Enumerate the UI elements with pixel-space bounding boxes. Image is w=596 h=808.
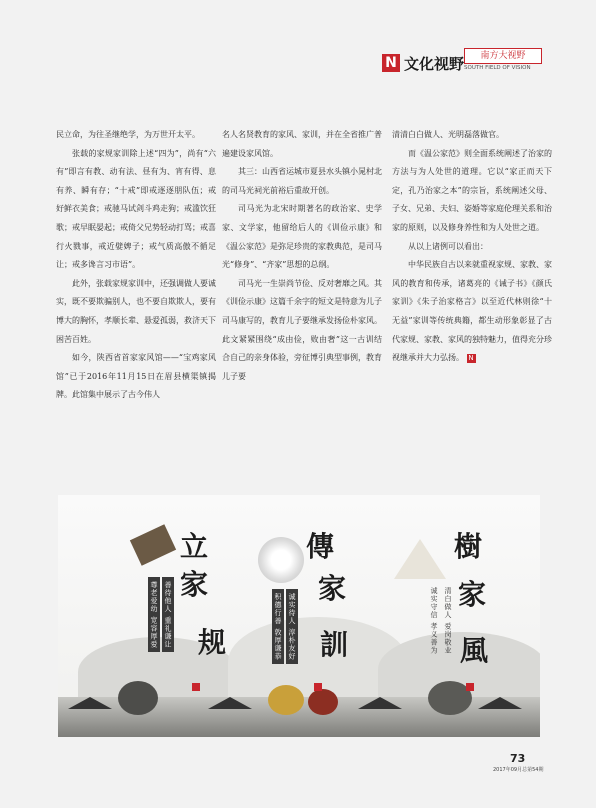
article-column-1 [56,126,216,405]
title-char: 家 [180,568,209,601]
motto-line: 积德行善 敦厚谦恭 [272,589,284,664]
roof-icon [478,697,522,709]
motto-line: 尊老爱幼 宽容厚爱 [148,577,160,652]
paragraph: 此外，张载家规家训中，还强调做人要诚实，既不要欺骗别人，也不要自欺欺人，要有博大的胸怀，孝顺长辈、悬爱孤弱，救济天下困苦百姓。 [56,278,216,344]
roof-icon [358,697,402,709]
motto-line: 诚实守信 孝义善为 [430,587,438,655]
title-char: 樹 [454,530,483,563]
article-column-2 [222,126,382,386]
paragraph-text: 中华民族自古以来就重视家规、家教、家风的教育和传承，诸葛亮的《诫子书》《颜氏家训》《朱子治家格言》以至近代林则徐“十无益”家训等传统典籍，都生动形象彰显了古代家规、家教、家风的独特魅力，值得充分珍视继承并大力弘扬。 [392,260,552,363]
seal-stamp [192,683,200,691]
paragraph: 而《温公家范》则全面系统阐述了治家的方法与为人处世的道理。它以“家正而天下定，孔乃治家之本”的宗旨，系统阐述父母、子女、兄弟、夫妇、姿婚等家庭伦理关系和治家的原则，以及修身养性和为人处世之道。 [392,148,552,232]
panel-li-jia-gui [128,517,248,697]
motto-line: 清白做人 爱岗敬业 [444,587,452,655]
seal-stamp [314,683,322,691]
paragraph: 名人名贤教育的家风、家训，并在全省推广普遍建设家风馆。 [222,130,382,158]
article-column-3 [392,126,552,368]
brand-name: 南方大视野 [464,48,542,64]
title-char: 風 [460,634,489,667]
title-char: 傳 [306,530,335,563]
paragraph: 清清白白做人、光明磊落做官。 [392,130,504,139]
magazine-logo-mark: N [382,54,400,72]
motto-line: 诚实待人 淳朴友好 [286,589,298,664]
title-char: 立 [180,530,209,563]
fan-icon [394,539,446,579]
page-number: 73 [510,752,526,765]
ink-circle-icon [258,537,304,583]
title-char: 规 [198,626,227,659]
paragraph: 司马光为北宋时期著名的政治家、史学家、文学家，他留给后人的《训俭示康》和《温公家范》是弥足珍贵的家教典范，是司马光“修身”、“齐家”思想的总纲。 [222,204,382,270]
title-char: 家 [458,578,487,611]
roof-icon [208,697,252,709]
paragraph: 如今，陕西省首家家风馆——“宝鸡家风馆”已于2016年11月15日在眉县横渠镇揭牌。此馆集中展示了古今伟人 [56,353,216,400]
paragraph: 其三：山西省运城市夏县水头镇小晁村北的司马光祠光前裕后重故开创。 [222,167,382,195]
paragraph [392,256,552,368]
brand-subtitle: SOUTH FIELD OF VISION [464,65,531,71]
family-tradition-banner [58,495,540,737]
panel-chuan-jia-xun [258,517,378,697]
issue-info: 2017年09月总第54期 [493,767,544,773]
paragraph: 张载的家规家训除上述“四为”，尚有“六有”即言有教、动有法、昼有为、宵有得、息有养、瞬有存；“十戒”即戒逐逐朋队伍；戒好鲜衣美食；戒驰马试剑斗鸡走狗；戒滥饮狂歌；戒早眠晏起；戒倚父兄势轻动打骂；戒喜行火戮事，戒近嬖婢子；戒气质高傲不循足让；戒多谗言习市语”。 [56,148,216,270]
paragraph: 司马光一生崇尚节俭、反对奢靡之风。其《训俭示康》这篇千余字的短文是特意为儿子司马康写的，教育儿子要继承发扬俭朴家风。此文紧紧围绕“成由俭，败由奢”这一古训结合自己的亲身体验，旁征博引典型事例，教育儿子要 [222,278,382,381]
paragraph: 从以上诸例可以看出： [408,241,488,251]
seal-stamp [466,683,474,691]
panel-shu-jia-feng [388,517,508,697]
scroll-icon [130,524,176,565]
motto-line: 善待他人 重礼谦让 [162,577,174,652]
title-char: 訓 [320,628,349,661]
section-title: 文化视野 [404,55,465,73]
paragraph: 民立命，为往圣继绝学，为万世开太平。 [56,130,200,139]
title-char: 家 [318,572,347,605]
roof-icon [68,697,112,709]
end-of-article-mark: N [468,353,474,362]
